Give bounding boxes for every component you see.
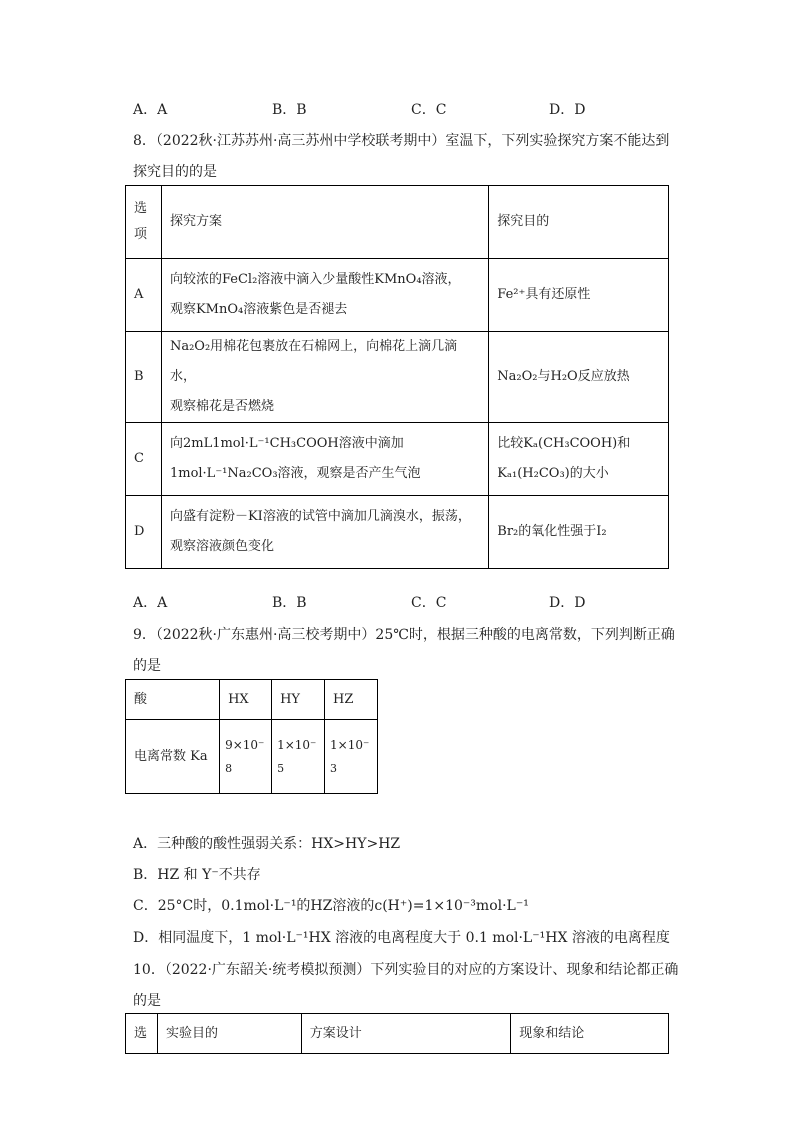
q8-header-option-b: 项 <box>134 227 148 242</box>
q8-option-b: B．B <box>272 595 307 611</box>
q7-option-d: D．D <box>549 102 586 118</box>
q8-option-d: D．D <box>549 595 586 611</box>
q8-row-plan-line2: 观察溶液颜色变化 <box>169 539 274 554</box>
q9-ka-hx-top: 9×10⁻ <box>225 737 265 752</box>
q8-header-row <box>126 186 669 259</box>
q8-header-option-a: 选 <box>134 201 148 216</box>
table-row <box>126 423 669 496</box>
q10-stem-line1: 10．（2022·广东韶关·统考模拟预测）下列实验目的对应的方案设计、现象和结论都正确 <box>133 962 679 978</box>
q8-row-option: B <box>126 332 162 423</box>
q9-table <box>125 679 378 794</box>
table-row <box>126 496 669 569</box>
q9-stem-line1: 9．（2022秋·广东惠州·高三校考期中）25℃时，根据三种酸的电离常数，下列判断正确 <box>133 627 675 643</box>
q9-ka-hx-bottom: 8 <box>225 761 233 775</box>
q8-row-plan-line1: Na₂O₂用棉花包裹放在石棉网上，向棉花上滴几滴水， <box>169 339 458 384</box>
q8-row-goal-line1: Br₂的氧化性强于I₂ <box>497 524 607 539</box>
q9-header-hz: HZ <box>325 680 378 720</box>
q10-header-goal: 实验目的 <box>157 1014 301 1054</box>
q8-row-plan-line1: 向较浓的FeCl₂溶液中滴入少量酸性KMnO₄溶液， <box>169 272 461 287</box>
q9-ka-hy-top: 1×10⁻ <box>277 737 317 752</box>
q8-row-plan-line1: 向盛有淀粉－KI溶液的试管中滴加几滴溴水，振荡， <box>169 509 471 524</box>
q8-row-option: A <box>126 259 162 332</box>
q8-row-option: C <box>126 423 162 496</box>
q9-stem-line2: 的是 <box>133 658 161 674</box>
q8-row-goal-line1: 比较Kₐ(CH₃COOH)和 <box>497 436 631 451</box>
q8-option-c: C．C <box>411 595 447 611</box>
q10-header-row <box>126 1014 669 1054</box>
q9-ka-hz-bottom: 3 <box>330 761 338 775</box>
table-row <box>126 720 378 794</box>
q8-row-plan-line1: 向2mL1mol·L⁻¹CH₃COOH溶液中滴加 <box>169 436 404 451</box>
q8-row-goal-line1: Fe²⁺具有还原性 <box>497 287 591 302</box>
q8-row-goal-line2: Kₐ₁(H₂CO₃)的大小 <box>497 466 609 481</box>
table-row <box>126 259 669 332</box>
q8-stem-line2: 探究目的的是 <box>133 164 217 180</box>
q8-header-plan: 探究方案 <box>161 186 488 259</box>
q9-choice-d: D．相同温度下，1 mol·L⁻¹HX 溶液的电离程度大于 0.1 mol·L⁻¹HX 溶液的电离程度 <box>133 930 670 946</box>
q10-header-plan: 方案设计 <box>301 1014 511 1054</box>
q9-ka-hz-top: 1×10⁻ <box>330 737 370 752</box>
q9-header-hx: HX <box>220 680 272 720</box>
q8-row-plan-line2: 1mol·L⁻¹Na₂CO₃溶液，观察是否产生气泡 <box>169 466 421 481</box>
q9-ka-label: 电离常数 Ka <box>126 720 220 794</box>
q9-ka-hy-bottom: 5 <box>277 761 285 775</box>
q10-header-option: 选 <box>126 1014 158 1054</box>
q10-stem-line2: 的是 <box>133 993 161 1009</box>
q8-row-goal-line1: Na₂O₂与H₂O反应放热 <box>497 369 630 384</box>
q10-table <box>125 1013 669 1054</box>
q9-choice-a: A．三种酸的酸性强弱关系：HX>HY>HZ <box>133 836 401 852</box>
q9-header-row <box>126 680 378 720</box>
q7-option-b: B．B <box>272 102 307 118</box>
q9-header-acid: 酸 <box>126 680 220 720</box>
q7-option-c: C．C <box>411 102 447 118</box>
table-row <box>126 332 669 423</box>
q8-header-goal: 探究目的 <box>489 186 669 259</box>
q8-row-plan-line2: 观察棉花是否燃烧 <box>169 399 274 414</box>
q8-row-plan-line2: 观察KMnO₄溶液紫色是否褪去 <box>169 302 348 317</box>
q8-table <box>125 185 669 569</box>
q8-option-a: A．A <box>133 595 168 611</box>
q9-choice-c: C．25°C时，0.1mol·L⁻¹的HZ溶液的c(H⁺)=1×10⁻³mol·L⁻¹ <box>133 898 529 914</box>
q9-header-hy: HY <box>272 680 325 720</box>
q8-row-option: D <box>126 496 162 569</box>
q7-option-a: A．A <box>133 102 168 118</box>
q8-stem-line1: 8．（2022秋·江苏苏州·高三苏州中学校联考期中）室温下，下列实验探究方案不能达到 <box>133 133 670 149</box>
q9-choice-b: B．HZ 和 Y⁻不共存 <box>133 867 261 883</box>
q10-header-result: 现象和结论 <box>511 1014 669 1054</box>
